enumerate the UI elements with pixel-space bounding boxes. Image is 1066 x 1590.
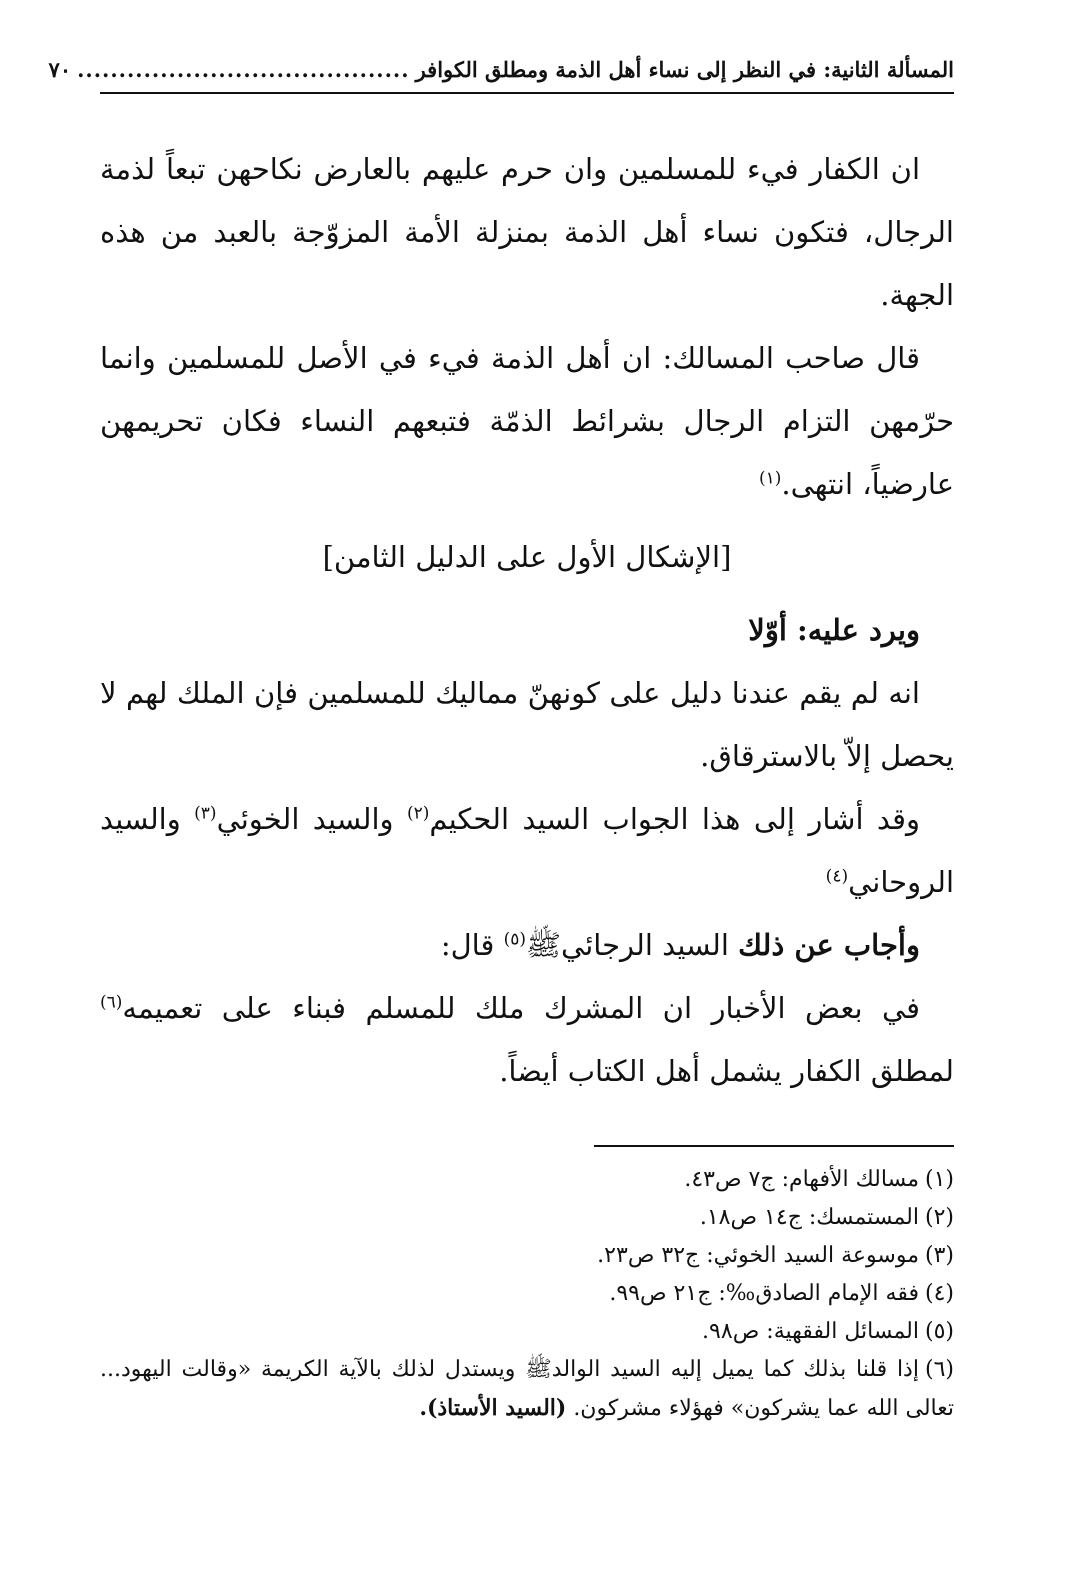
footnote-6	[100, 1351, 954, 1428]
footnote-text: المستمسك: ج١٤ ص١٨.	[699, 1205, 919, 1230]
footnote-5	[100, 1313, 954, 1351]
footnote-number: (٣)	[924, 1243, 954, 1268]
paragraph-7	[100, 977, 954, 1103]
paragraph-7-text: في بعض الأخبار ان المشرك ملك للمسلم فبناء على تعميمه	[122, 991, 920, 1025]
paragraph-5-part-c: والسيد الروحاني	[100, 802, 954, 899]
page-number: ٧٠	[48, 57, 72, 82]
footnote-number: (٦)	[924, 1357, 954, 1382]
paragraph-5-part-a: وقد أشار إلى هذا الجواب السيد الحكيم	[429, 802, 921, 836]
paragraph-6-bold: وأجاب عن ذلك	[738, 928, 920, 962]
footnote-number: (٥)	[924, 1319, 954, 1344]
section-heading: [الإشكال الأول على الدليل الثامن]	[322, 540, 732, 574]
footnote-ref-1: (١)	[759, 468, 782, 489]
footnote-ref-2: (٢)	[406, 803, 430, 824]
header-title: المسألة الثانية: في النظر إلى نساء أهل الذمة ومطلق الكوافر	[415, 57, 954, 82]
footnote-ref-3: (٣)	[194, 803, 217, 824]
footnote-text: مسالك الأفهام: ج٧ ص٤٣.	[684, 1167, 919, 1192]
paragraph-6-end: قال:	[440, 928, 504, 962]
footnote-2	[100, 1199, 954, 1237]
header-leader-dots: ........................................	[77, 57, 410, 82]
footnote-text: إذا قلنا بذلك كما يميل إليه السيد الوالدﷺ ويستدل لذلك بالآية الكريمة «وقالت اليهود... تعالى الله عما يشركون» فهؤلاء مشركون.	[100, 1357, 954, 1421]
footnote-number: (٢)	[924, 1205, 954, 1230]
paragraph-6-text: السيد الرجائيﷺ	[526, 928, 739, 962]
footnotes	[100, 1161, 954, 1428]
footnote-text: المسائل الفقهية: ص٩٨.	[702, 1319, 919, 1344]
footnote-ref-4: (٤)	[825, 866, 849, 887]
paragraph-1: ان الكفار فيء للمسلمين وان حرم عليهم بالعارض نكاحهن تبعاً لذمة الرجال، فتكون نساء أهل الذمة بمنزلة الأمة المزوّجة بالعبد من هذه الجهة.	[100, 152, 954, 312]
footnote-ref-6: (٦)	[100, 992, 123, 1013]
paragraph-3-lead: ويرد عليه: أوّلا	[748, 613, 920, 647]
footnote-number: (٤)	[924, 1281, 954, 1306]
main-text	[100, 138, 954, 1103]
footnote-text: فقه الإمام الصادق‰: ج٢١ ص٩٩.	[609, 1281, 919, 1306]
paragraph-6	[100, 914, 954, 977]
book-page	[48, 48, 954, 1428]
paragraph-5	[100, 788, 954, 914]
footnote-ref-5: (٥)	[503, 929, 526, 950]
paragraph-4: انه لم يقم عندنا دليل على كونهنّ مماليك للمسلمين فإن الملك لهم لا يحصل إلاّ بالاسترقاق.	[100, 676, 954, 773]
paragraph-2	[100, 327, 954, 516]
footnote-number: (١)	[924, 1167, 954, 1192]
footnote-1	[100, 1161, 954, 1199]
footnote-4	[100, 1275, 954, 1313]
running-header	[48, 48, 954, 94]
footnote-text: موسوعة السيد الخوئي: ج٣٢ ص٢٣.	[597, 1243, 919, 1268]
paragraph-2-text: قال صاحب المسالك: ان أهل الذمة فيء في الأصل للمسلمين وانما حرّمهن التزام الرجال بشرائط الذمّة فتبعهم النساء فكان تحريمهن عارضياً، انتهى.	[100, 341, 954, 501]
footnote-attribution: (السيد الأستاذ).	[419, 1395, 567, 1421]
paragraph-7-end: لمطلق الكفار يشمل أهل الكتاب أيضاً.	[499, 1054, 954, 1088]
paragraph-5-part-b: والسيد الخوئي	[216, 802, 407, 836]
footnote-separator	[594, 1145, 954, 1147]
footnote-3	[100, 1237, 954, 1275]
